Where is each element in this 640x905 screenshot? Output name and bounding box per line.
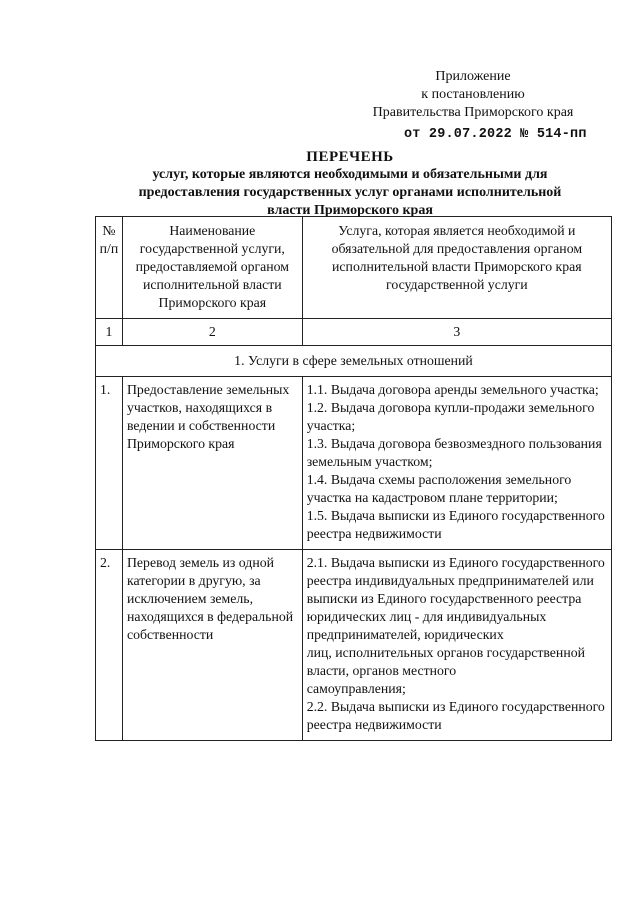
header-name: Наименование государственной услуги, предоставляемой органом исполнительной власти Приморского края: [122, 217, 302, 319]
service-item: 2.1. Выдача выписки из Единого государственного реестра индивидуальных предпринимателей или выписки из Единого государственного реестра юридических лиц - для индивидуальных предпринимателей, юридических: [306, 555, 605, 642]
column-number: 1: [96, 319, 123, 346]
header-num: № п/п: [96, 217, 123, 319]
row-service-name: Перевод земель из одной категории в другую, за исключением земель, находящихся в федеральной собственности: [122, 550, 302, 741]
appendix-line: Приложение: [435, 69, 511, 84]
appendix-line: к постановлению: [421, 87, 525, 102]
service-item: 2.2. Выдача выписки из Единого государственного реестра недвижимости: [306, 699, 605, 732]
service-item: лиц, исполнительных органов государственной власти, органов местного: [306, 645, 585, 678]
title-line: власти Приморского края: [267, 203, 433, 218]
row-required-services: [302, 377, 611, 550]
appendix-block: [343, 68, 603, 122]
services-table: [95, 216, 612, 741]
column-number: 3: [302, 319, 611, 346]
service-item: самоуправления;: [306, 681, 406, 696]
section-title: 1. Услуги в сфере земельных отношений: [96, 346, 612, 377]
section-row: [96, 346, 612, 377]
appendix-line: Правительства Приморского края: [372, 105, 574, 120]
row-service-name: Предоставление земельных участков, находящихся в ведении и собственности Приморского края: [122, 377, 302, 550]
row-number: 1.: [96, 377, 123, 550]
header-service: Услуга, которая является необходимой и обязательной для предоставления органом исполнительной власти Приморского края государственной услуги: [302, 217, 611, 319]
table-header-row: [96, 217, 612, 319]
row-number: 2.: [96, 550, 123, 741]
column-number-row: [96, 319, 612, 346]
table-row: [96, 377, 612, 550]
service-item: 1.3. Выдача договора безвозмездного пользования земельным участком;: [306, 436, 602, 469]
document-title: [80, 148, 620, 220]
row-required-services: [302, 550, 611, 741]
title-line: предоставления государственных услуг органами исполнительной: [138, 185, 562, 200]
column-number: 2: [122, 319, 302, 346]
service-item: 1.1. Выдача договора аренды земельного участка;: [306, 382, 599, 397]
title-line: услуг, которые являются необходимыми и обязательными для: [152, 167, 548, 182]
table-row: [96, 550, 612, 741]
service-item: 1.2. Выдача договора купли-продажи земельного участка;: [306, 400, 595, 433]
service-item: 1.5. Выдача выписки из Единого государственного реестра недвижимости: [306, 508, 605, 541]
title-heading: ПЕРЕЧЕНЬ: [306, 149, 394, 165]
decree-reference: от 29.07.2022 № 514-пп: [404, 127, 587, 142]
service-item: 1.4. Выдача схемы расположения земельного участка на кадастровом плане территории;: [306, 472, 572, 505]
